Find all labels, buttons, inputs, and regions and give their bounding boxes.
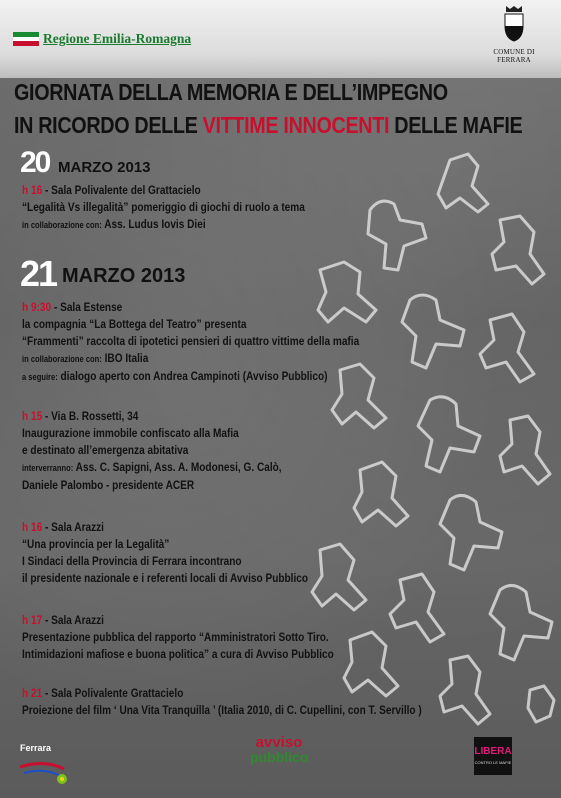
speakers-value: Ass. C. Sapigni, Ass. A. Modonesi, G. Calò, — [73, 460, 282, 474]
ferrara-logo-text: Ferrara — [20, 743, 52, 753]
libera-logo — [474, 737, 512, 775]
follow-label: a seguire: — [22, 372, 58, 382]
event-line: “Legalità Vs illegalità” pomeriggio di giochi di ruolo a tema — [22, 200, 305, 214]
event-line: Proiezione del film ‘ Una Vita Tranquilla ’ (Italia 2010, di C. Cupellini, con T. Servillo ) — [22, 703, 422, 717]
region-flag-icon — [13, 32, 39, 46]
regione-emilia-romagna-logo — [13, 31, 191, 47]
title-highlight: VITTIME INNOCENTI — [202, 112, 390, 138]
event-21-4 — [22, 612, 334, 663]
date-21-month: MARZO 2013 — [62, 265, 186, 287]
event-time: h 16 — [22, 183, 43, 197]
event-time: h 16 — [22, 520, 43, 534]
avviso-pubblico-logo — [250, 736, 308, 764]
libera-logo-text: LIBERA — [474, 746, 512, 757]
provincia-ferrara-logo — [16, 743, 76, 791]
follow-value: dialogo aperto con Andrea Campinoti (Avviso Pubblico) — [57, 369, 328, 383]
event-time: h 17 — [22, 613, 43, 627]
event-time: h 21 — [22, 686, 43, 700]
event-line: la compagnia “La Bottega del Teatro” presenta — [22, 317, 247, 331]
collab-value: Ass. Ludus Iovis Diei — [101, 217, 206, 231]
event-place: - Sala Arazzi — [42, 613, 104, 627]
event-20-1 — [22, 182, 305, 234]
event-21-2 — [22, 408, 282, 494]
collab-label: in collaborazione con: — [22, 220, 102, 230]
event-line: “Una provincia per la Legalità” — [22, 537, 170, 551]
title-line-1: GIORNATA DELLA MEMORIA E DELL’IMPEGNO — [14, 79, 448, 105]
speakers-label: interverranno: — [22, 463, 74, 473]
event-line: e destinato all’emergenza abitativa — [22, 443, 189, 457]
event-line: I Sindaci della Provincia di Ferrara incontrano — [22, 554, 242, 568]
ferrara-swirl-icon — [16, 753, 76, 787]
event-place: - Sala Polivalente del Grattacielo — [42, 183, 201, 197]
title-line-2-pre: IN RICORDO DELLE — [14, 112, 203, 138]
title-line-2 — [14, 112, 522, 139]
chalk-outlines-decoration — [300, 150, 561, 740]
event-line: Inaugurazione immobile confiscato alla Mafia — [22, 426, 239, 440]
event-time: h 15 — [22, 409, 43, 423]
region-logo-text: Regione Emilia-Romagna — [43, 31, 192, 46]
event-21-3 — [22, 519, 308, 587]
event-21-5 — [22, 685, 422, 719]
coat-of-arms-icon — [502, 4, 526, 42]
event-line: Presentazione pubblica del rapporto “Amministratori Sotto Tiro. — [22, 630, 329, 644]
event-place: - Sala Estense — [51, 300, 123, 314]
libera-logo-subtext: CONTRO LE MAFIE — [474, 760, 512, 765]
date-21-number: 21 — [20, 253, 57, 294]
event-place: - Via B. Rossetti, 34 — [42, 409, 139, 423]
event-line: “Frammenti” raccolta di ipotetici pensieri di quattro vittime della mafia — [22, 334, 360, 348]
comune-text: COMUNE DI FERRARA — [493, 48, 535, 64]
date-20-number: 20 — [20, 146, 50, 179]
date-20-month: MARZO 2013 — [58, 159, 151, 176]
collab-label: in collaborazione con: — [22, 354, 102, 364]
avviso-logo-line2: pubblico — [250, 749, 309, 765]
event-line: Intimidazioni mafiose e buona politica” a cura di Avviso Pubblico — [22, 647, 334, 661]
event-place: - Sala Polivalente Grattacielo — [42, 686, 184, 700]
event-21-1 — [22, 299, 359, 386]
event-time: h 9:30 — [22, 300, 52, 314]
avviso-logo-line1: avviso — [255, 734, 303, 751]
event-line: il presidente nazionale e i referenti locali di Avviso Pubblico — [22, 571, 309, 585]
comune-di-ferrara-logo — [478, 4, 550, 64]
event-place: - Sala Arazzi — [42, 520, 104, 534]
event-line: Daniele Palombo - presidente ACER — [22, 478, 195, 492]
title-line-2-post: DELLE MAFIE — [389, 112, 523, 138]
collab-value: IBO Italia — [101, 351, 149, 365]
